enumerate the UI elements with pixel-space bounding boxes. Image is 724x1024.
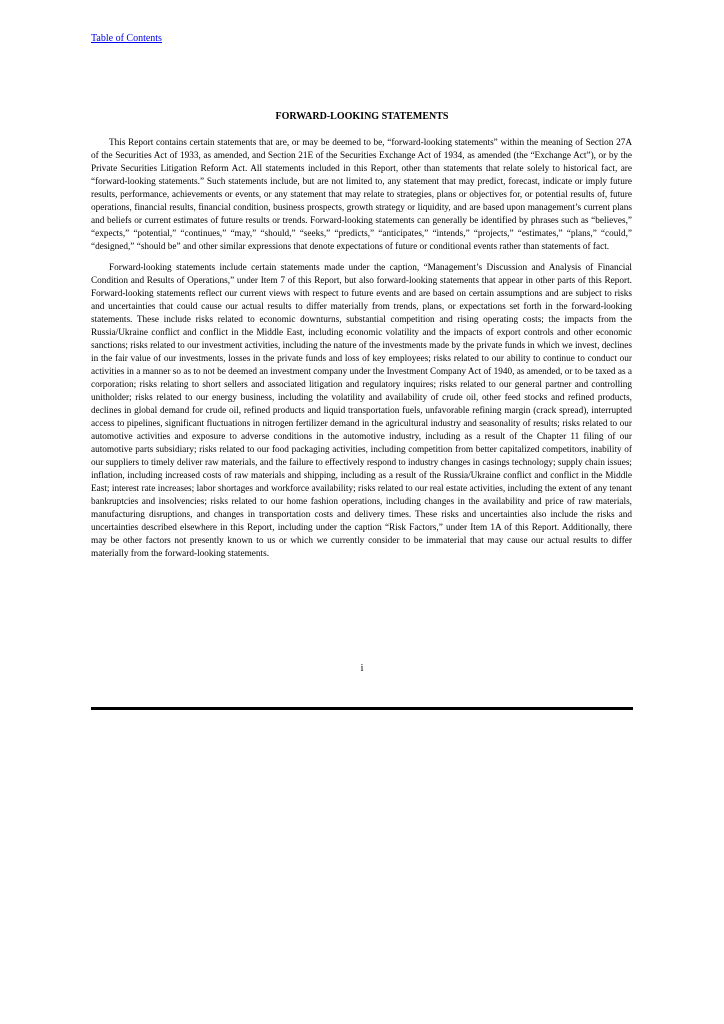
- table-of-contents-link[interactable]: Table of Contents: [91, 33, 162, 44]
- paragraph-intro: This Report contains certain statements that are, or may be deemed to be, “forward-looking statements” within the meaning of Section 27A of the Securities Act of 1933, as amended, and Section 21E of the Securities Exchange Act of 1934, as amended (the “Exchange Act”), or by the Private Securities Litigation Reform Act. All statements included in this Report, other than statements that relate solely to historical fact, are “forward-looking statements.” Such statements include, but are not limited to, any statement that may predict, forecast, indicate or imply future results, performance, achievements or events, or any statement that may relate to strategies, plans or objectives for, or potential results of, future operations, financial results, financial condition, business prospects, growth strategy or liquidity, and are based upon management’s current plans and beliefs or current estimates of future results or trends. Forward-looking statements can generally be identified by phrases such as “believes,” “expects,” “potential,” “continues,” “may,” “should,” “seeks,” “predicts,” “anticipates,” “intends,” “projects,” “estimates,” “plans,” “could,” “designed,” “should be” and other similar expressions that denote expectations of future or conditional events rather than statements of fact.: [91, 138, 632, 252]
- page-number: i: [360, 663, 364, 674]
- paragraph-risks: Forward-looking statements include certain statements made under the caption, “Management’s Discussion and Analysis of Financial Condition and Results of Operations,” under Item 7 of this Report, but also forward-looking statements that appear in other parts of this Report. Forward-looking statements reflect our current views with respect to future events and are based on certain assumptions and are subject to risks and uncertainties that could cause our actual results to differ materially from trends, plans, or expectations set forth in the forward-looking statements. These include risks related to economic downturns, substantial competition and rising operating costs; the impacts from the Russia/Ukraine conflict and conflict in the Middle East, including economic volatility and the impacts of export controls and other economic sanctions; risks related to our investment activities, including the nature of the investments made by the private funds in which we invest, declines in the fair value of our investments, losses in the private funds and loss of key employees; risks related to our ability to continue to conduct our activities in a manner so as to not be deemed an investment company under the Investment Company Act of 1940, as amended, or to be taxed as a corporation; risks relating to short sellers and associated litigation and regulatory inquires; risks related to our general partner and controlling unitholder; risks related to our energy business, including the volatility and availability of crude oil, other feed stocks and refined products, declines in global demand for crude oil, refined products and liquid transportation fuels, unfavorable refining margin (crack spread), interrupted access to pipelines, significant fluctuations in nitrogen fertilizer demand in the agricultural industry and seasonality of results; risks related to our automotive activities and exposure to adverse conditions in the automotive industry, including as a result of the Chapter 11 filing of our automotive parts subsidiary; risks related to our food packaging activities, including competition from better capitalized competitors, inability of our suppliers to timely deliver raw materials, and the failure to effectively respond to industry changes in casings technology; supply chain issues; inflation, including increased costs of raw materials and shipping, including as a result of the Russia/Ukraine conflict and conflict in the Middle East; interest rate increases; labor shortages and workforce availability; risks related to our real estate activities, including the extent of any tenant bankruptcies and insolvencies; risks related to our home fashion operations, including changes in the availability and price of raw materials, manufacturing disruptions, and changes in transportation costs and delivery times. These risks and uncertainties also include the risks and uncertainties described elsewhere in this Report, including under the caption “Risk Factors,” under Item 1A of this Report. Additionally, there may be other factors not presently known to us or which we currently consider to be immaterial that may cause our actual results to differ materially from the forward-looking statements.: [91, 263, 632, 559]
- page-title: FORWARD-LOOKING STATEMENTS: [275, 111, 449, 122]
- section-body: [91, 137, 632, 569]
- page-divider: [91, 707, 633, 710]
